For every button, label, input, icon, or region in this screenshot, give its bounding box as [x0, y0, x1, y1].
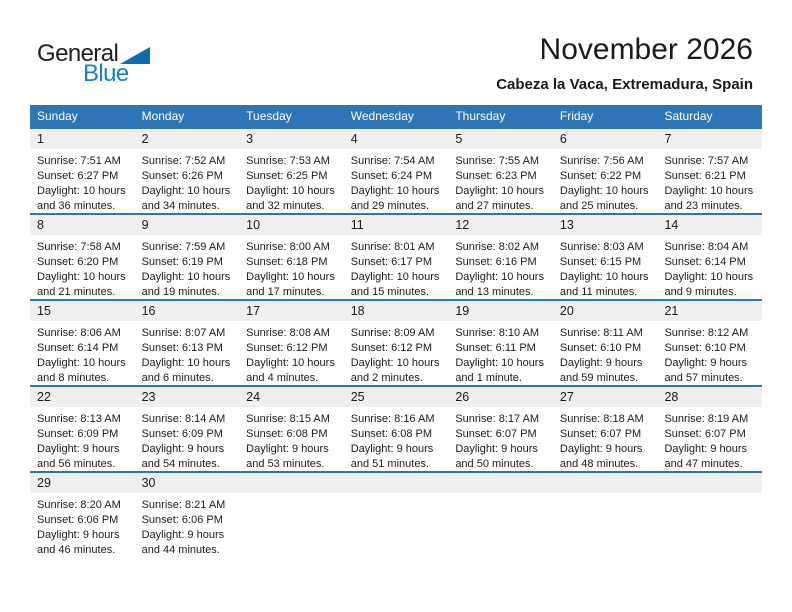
daylight-line-1: Daylight: 10 hours [37, 357, 126, 369]
sunrise-line: Sunrise: 8:18 AM [559, 413, 644, 425]
day-number: 12 [448, 215, 553, 235]
empty-day-cell [657, 473, 762, 557]
empty-day-cell [448, 473, 553, 557]
daylight-line-2: and 21 minutes. [37, 286, 116, 298]
day-details [135, 321, 240, 386]
sunrise-line: Sunrise: 8:02 AM [455, 241, 540, 253]
day-details [553, 493, 658, 498]
day-number: 17 [239, 301, 344, 321]
day-number: 16 [135, 301, 240, 321]
day-number: 5 [448, 129, 553, 149]
week-row [30, 385, 762, 471]
day-cell [657, 215, 762, 299]
daylight-line-1: Daylight: 10 hours [246, 357, 335, 369]
day-cell [344, 301, 449, 385]
sunset-line: Sunset: 6:07 PM [559, 428, 642, 440]
day-cell [448, 387, 553, 471]
weekday-header-monday: Monday [141, 109, 185, 123]
empty-day-cell [344, 473, 449, 557]
day-details [135, 407, 240, 472]
sunset-line: Sunset: 6:25 PM [246, 170, 328, 182]
day-number: 8 [30, 215, 135, 235]
sunset-line: Sunset: 6:27 PM [37, 170, 119, 182]
sunrise-line: Sunrise: 8:19 AM [664, 413, 749, 425]
sunrise-line: Sunrise: 8:16 AM [350, 413, 435, 425]
daylight-line-2: and 34 minutes. [141, 200, 220, 212]
sunrise-line: Sunrise: 8:10 AM [455, 327, 540, 339]
sunrise-line: Sunrise: 8:11 AM [559, 327, 643, 339]
sunset-line: Sunset: 6:12 PM [246, 342, 328, 354]
weekday-header-row [30, 105, 762, 127]
empty-day-cell [239, 473, 344, 557]
daylight-line-2: and 36 minutes. [37, 200, 116, 212]
sunrise-line: Sunrise: 7:58 AM [37, 241, 121, 253]
day-number: 18 [344, 301, 449, 321]
daylight-line-2: and 46 minutes. [37, 544, 116, 556]
sunset-line: Sunset: 6:16 PM [455, 256, 537, 268]
day-details [30, 407, 135, 472]
week-row [30, 127, 762, 213]
daylight-line-1: Daylight: 10 hours [37, 185, 126, 197]
day-cell [239, 129, 344, 213]
daylight-line-2: and 56 minutes. [37, 458, 116, 470]
sunrise-line: Sunrise: 7:53 AM [246, 155, 330, 167]
sunrise-line: Sunrise: 7:52 AM [141, 155, 226, 167]
day-cell [448, 215, 553, 299]
day-details [344, 493, 449, 498]
sunset-line: Sunset: 6:07 PM [455, 428, 537, 440]
day-details [239, 235, 344, 300]
sunset-line: Sunset: 6:14 PM [37, 342, 119, 354]
sunrise-line: Sunrise: 8:08 AM [246, 327, 330, 339]
daylight-line-2: and 19 minutes. [141, 286, 220, 298]
day-details [135, 493, 240, 558]
weekday-header-friday: Friday [559, 109, 594, 123]
daylight-line-2: and 23 minutes. [664, 200, 743, 212]
daylight-line-1: Daylight: 10 hours [37, 271, 126, 283]
sunset-line: Sunset: 6:06 PM [37, 514, 119, 526]
daylight-line-2: and 47 minutes. [664, 458, 743, 470]
day-details [448, 235, 553, 300]
sunrise-line: Sunrise: 8:03 AM [559, 241, 644, 253]
daylight-line-2: and 8 minutes. [37, 372, 110, 384]
month-title: November 2026 [539, 33, 753, 66]
day-details [553, 149, 658, 214]
day-cell [553, 215, 658, 299]
day-number: 28 [657, 387, 762, 407]
logo-text-blue: Blue [83, 60, 129, 87]
sunrise-line: Sunrise: 8:15 AM [246, 413, 330, 425]
sunrise-line: Sunrise: 8:04 AM [664, 241, 749, 253]
day-cell [135, 129, 240, 213]
daylight-line-2: and 25 minutes. [559, 200, 639, 212]
day-cell [239, 387, 344, 471]
daylight-line-1: Daylight: 10 hours [141, 357, 231, 369]
day-details [553, 407, 658, 472]
weekday-header-saturday: Saturday [664, 109, 713, 123]
sunrise-line: Sunrise: 7:51 AM [37, 155, 121, 167]
day-number: 23 [135, 387, 240, 407]
day-number: 15 [30, 301, 135, 321]
calendar-table [30, 105, 762, 557]
day-details [30, 149, 135, 214]
day-details [344, 235, 449, 300]
day-number: 2 [135, 129, 240, 149]
daylight-line-1: Daylight: 10 hours [246, 271, 335, 283]
sunrise-line: Sunrise: 8:09 AM [350, 327, 435, 339]
logo-text-general: General [37, 40, 119, 67]
daylight-line-2: and 15 minutes. [350, 286, 430, 298]
weekday-header-sunday: Sunday [37, 109, 78, 123]
daylight-line-1: Daylight: 10 hours [246, 185, 335, 197]
week-row [30, 299, 762, 385]
daylight-line-1: Daylight: 9 hours [664, 443, 748, 455]
day-details [657, 321, 762, 386]
daylight-line-2: and 48 minutes. [559, 458, 639, 470]
daylight-line-2: and 6 minutes. [141, 372, 214, 384]
day-cell [657, 387, 762, 471]
sunset-line: Sunset: 6:09 PM [141, 428, 223, 440]
header-titles [496, 32, 753, 93]
day-cell [30, 301, 135, 385]
daylight-line-1: Daylight: 9 hours [559, 443, 643, 455]
day-cell [553, 387, 658, 471]
daylight-line-1: Daylight: 9 hours [664, 357, 748, 369]
sunset-line: Sunset: 6:26 PM [141, 170, 223, 182]
day-details [448, 321, 553, 386]
day-number: 1 [30, 129, 135, 149]
sunset-line: Sunset: 6:08 PM [350, 428, 433, 440]
day-details [344, 321, 449, 386]
sunset-line: Sunset: 6:10 PM [664, 342, 746, 354]
empty-day-cell [553, 473, 658, 557]
daylight-line-1: Daylight: 9 hours [37, 529, 120, 541]
day-number: 22 [30, 387, 135, 407]
day-number: 10 [239, 215, 344, 235]
sunset-line: Sunset: 6:09 PM [37, 428, 119, 440]
daylight-line-2: and 54 minutes. [141, 458, 220, 470]
daylight-line-1: Daylight: 10 hours [350, 185, 440, 197]
daylight-line-2: and 13 minutes. [455, 286, 534, 298]
day-number [344, 473, 449, 493]
day-cell [135, 473, 240, 557]
sunset-line: Sunset: 6:22 PM [559, 170, 642, 182]
day-cell [344, 387, 449, 471]
sunrise-line: Sunrise: 7:54 AM [350, 155, 435, 167]
day-number: 7 [657, 129, 762, 149]
day-cell [30, 215, 135, 299]
day-details [30, 235, 135, 300]
day-number: 9 [135, 215, 240, 235]
daylight-line-2: and 2 minutes. [350, 372, 423, 384]
day-details [239, 407, 344, 472]
day-number: 11 [344, 215, 449, 235]
day-details [553, 321, 658, 386]
daylight-line-1: Daylight: 10 hours [559, 185, 649, 197]
day-cell [553, 301, 658, 385]
sunset-line: Sunset: 6:12 PM [350, 342, 433, 354]
daylight-line-1: Daylight: 10 hours [455, 271, 544, 283]
weekday-header-tuesday: Tuesday [246, 109, 292, 123]
weekday-header-thursday: Thursday [455, 109, 506, 123]
daylight-line-1: Daylight: 9 hours [246, 443, 329, 455]
day-details [448, 149, 553, 214]
day-cell [344, 215, 449, 299]
daylight-line-1: Daylight: 10 hours [141, 185, 231, 197]
daylight-line-2: and 11 minutes. [559, 286, 638, 298]
daylight-line-1: Daylight: 9 hours [141, 529, 225, 541]
sunset-line: Sunset: 6:19 PM [141, 256, 223, 268]
daylight-line-1: Daylight: 9 hours [559, 357, 643, 369]
sunset-line: Sunset: 6:08 PM [246, 428, 328, 440]
day-details [448, 493, 553, 498]
daylight-line-2: and 29 minutes. [350, 200, 430, 212]
sunset-line: Sunset: 6:10 PM [559, 342, 642, 354]
sunrise-line: Sunrise: 8:06 AM [37, 327, 121, 339]
day-cell [553, 129, 658, 213]
daylight-line-2: and 4 minutes. [246, 372, 319, 384]
day-cell [135, 301, 240, 385]
daylight-line-1: Daylight: 10 hours [350, 357, 440, 369]
sunrise-line: Sunrise: 8:17 AM [455, 413, 540, 425]
sunrise-line: Sunrise: 7:59 AM [141, 241, 226, 253]
day-details [135, 149, 240, 214]
sunrise-line: Sunrise: 8:12 AM [664, 327, 749, 339]
day-cell [135, 387, 240, 471]
day-cell [239, 301, 344, 385]
day-details [657, 407, 762, 472]
day-number: 14 [657, 215, 762, 235]
day-number: 21 [657, 301, 762, 321]
daylight-line-2: and 50 minutes. [455, 458, 534, 470]
day-number: 13 [553, 215, 658, 235]
day-details [344, 407, 449, 472]
day-number: 26 [448, 387, 553, 407]
sunrise-line: Sunrise: 8:01 AM [350, 241, 435, 253]
daylight-line-1: Daylight: 10 hours [559, 271, 649, 283]
day-cell [448, 129, 553, 213]
daylight-line-2: and 59 minutes. [559, 372, 639, 384]
sunset-line: Sunset: 6:20 PM [37, 256, 119, 268]
daylight-line-2: and 53 minutes. [246, 458, 325, 470]
daylight-line-2: and 1 minute. [455, 372, 522, 384]
day-cell [30, 473, 135, 557]
day-number [239, 473, 344, 493]
day-details [344, 149, 449, 214]
day-cell [30, 129, 135, 213]
weeks-container [30, 127, 762, 557]
day-cell [344, 129, 449, 213]
day-number [657, 473, 762, 493]
daylight-line-1: Daylight: 10 hours [455, 185, 544, 197]
daylight-line-2: and 27 minutes. [455, 200, 534, 212]
day-number: 24 [239, 387, 344, 407]
day-details [657, 493, 762, 498]
daylight-line-2: and 51 minutes. [350, 458, 430, 470]
day-number [553, 473, 658, 493]
day-number: 19 [448, 301, 553, 321]
daylight-line-1: Daylight: 9 hours [37, 443, 120, 455]
day-details [239, 493, 344, 498]
daylight-line-1: Daylight: 10 hours [350, 271, 440, 283]
daylight-line-1: Daylight: 10 hours [141, 271, 231, 283]
sunset-line: Sunset: 6:07 PM [664, 428, 746, 440]
weekday-header-wednesday: Wednesday [350, 109, 414, 123]
sunset-line: Sunset: 6:15 PM [559, 256, 642, 268]
day-number: 25 [344, 387, 449, 407]
day-details [239, 149, 344, 214]
day-cell [657, 301, 762, 385]
day-number: 20 [553, 301, 658, 321]
day-number: 27 [553, 387, 658, 407]
daylight-line-1: Daylight: 10 hours [455, 357, 544, 369]
day-number [448, 473, 553, 493]
day-details [30, 493, 135, 558]
sunrise-line: Sunrise: 8:07 AM [141, 327, 226, 339]
day-cell [657, 129, 762, 213]
sunset-line: Sunset: 6:14 PM [664, 256, 746, 268]
sunset-line: Sunset: 6:24 PM [350, 170, 433, 182]
daylight-line-1: Daylight: 10 hours [664, 185, 754, 197]
general-blue-logo [37, 42, 150, 86]
day-cell [239, 215, 344, 299]
day-details [30, 321, 135, 386]
sunset-line: Sunset: 6:06 PM [141, 514, 223, 526]
sunrise-line: Sunrise: 7:55 AM [455, 155, 540, 167]
sunrise-line: Sunrise: 8:21 AM [141, 499, 226, 511]
sunrise-line: Sunrise: 8:00 AM [246, 241, 330, 253]
day-details [657, 235, 762, 300]
daylight-line-1: Daylight: 9 hours [455, 443, 538, 455]
daylight-line-2: and 32 minutes. [246, 200, 325, 212]
sunrise-line: Sunrise: 7:57 AM [664, 155, 749, 167]
day-details [239, 321, 344, 386]
sunset-line: Sunset: 6:21 PM [664, 170, 746, 182]
sunset-line: Sunset: 6:17 PM [350, 256, 433, 268]
sunrise-line: Sunrise: 8:20 AM [37, 499, 121, 511]
location-subtitle: Cabeza la Vaca, Extremadura, Spain [496, 76, 753, 93]
day-details [448, 407, 553, 472]
daylight-line-2: and 44 minutes. [141, 544, 220, 556]
sunset-line: Sunset: 6:13 PM [141, 342, 223, 354]
day-number: 4 [344, 129, 449, 149]
daylight-line-2: and 17 minutes. [246, 286, 325, 298]
week-row [30, 213, 762, 299]
day-cell [448, 301, 553, 385]
sunset-line: Sunset: 6:23 PM [455, 170, 537, 182]
daylight-line-2: and 57 minutes. [664, 372, 743, 384]
day-cell [30, 387, 135, 471]
daylight-line-1: Daylight: 9 hours [141, 443, 225, 455]
day-details [553, 235, 658, 300]
day-number: 30 [135, 473, 240, 493]
day-details [657, 149, 762, 214]
day-number: 3 [239, 129, 344, 149]
week-row [30, 471, 762, 557]
day-cell [135, 215, 240, 299]
sunrise-line: Sunrise: 7:56 AM [559, 155, 644, 167]
daylight-line-1: Daylight: 10 hours [664, 271, 754, 283]
day-number: 6 [553, 129, 658, 149]
sunset-line: Sunset: 6:11 PM [455, 342, 536, 354]
day-details [135, 235, 240, 300]
day-number: 29 [30, 473, 135, 493]
sunset-line: Sunset: 6:18 PM [246, 256, 328, 268]
daylight-line-2: and 9 minutes. [664, 286, 737, 298]
sunrise-line: Sunrise: 8:13 AM [37, 413, 121, 425]
daylight-line-1: Daylight: 9 hours [350, 443, 434, 455]
sunrise-line: Sunrise: 8:14 AM [141, 413, 226, 425]
